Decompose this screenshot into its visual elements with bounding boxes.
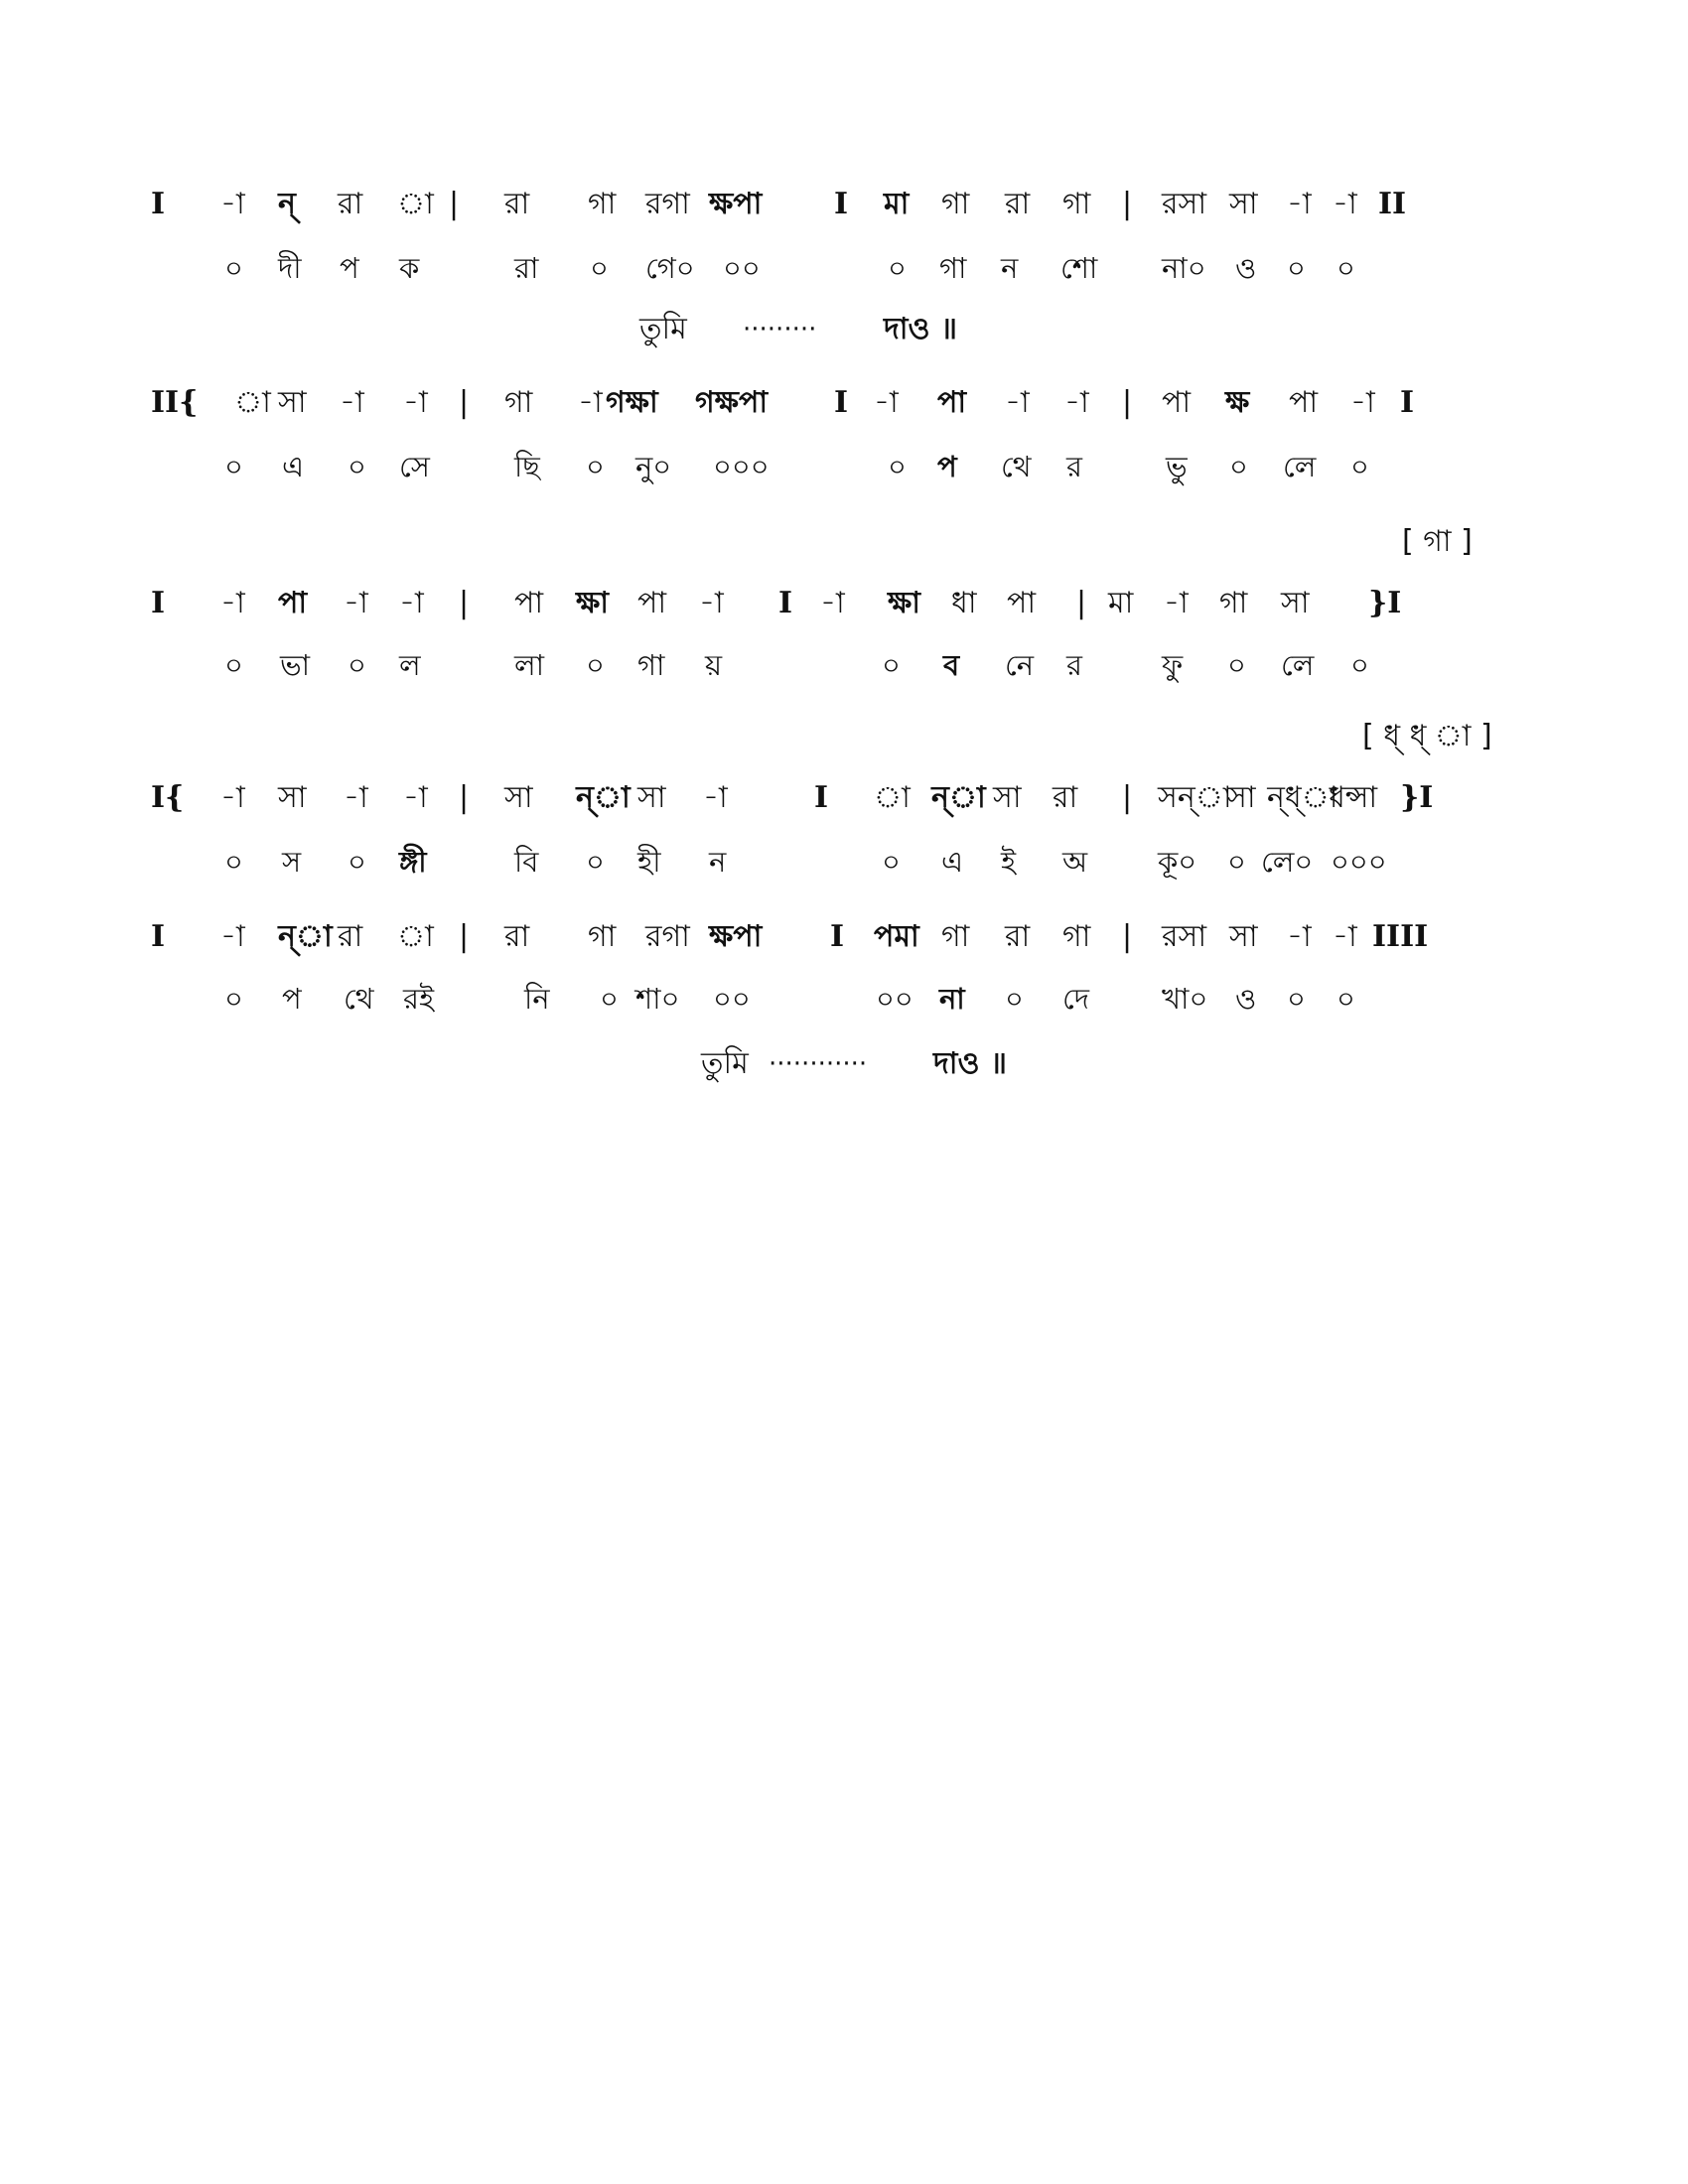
notes-token: রা	[338, 919, 363, 954]
notes-token: }I	[1400, 780, 1434, 815]
lyrics-token: ০	[1005, 982, 1024, 1016]
notes-token: রগা	[645, 187, 690, 221]
notes-token: -া	[1333, 919, 1357, 954]
refrain-line-14	[0, 1044, 1688, 1104]
notes-token: -া	[703, 780, 728, 815]
lyrics-token: কূ০	[1158, 845, 1197, 879]
refrain-token: তুমি	[639, 312, 687, 346]
notes-token: রগা	[645, 919, 690, 954]
notes-token: রা	[1005, 187, 1031, 221]
lyrics-token: ০০	[713, 982, 751, 1016]
notes-token: া	[874, 780, 911, 815]
lyrics-line-5	[0, 447, 1688, 506]
notes-token: |	[1076, 586, 1087, 620]
notes-token: গক্ষা	[606, 385, 658, 420]
notes-token: |	[459, 586, 470, 620]
lyrics-token: ০	[224, 648, 243, 682]
lyrics-token: সে	[399, 450, 430, 483]
notes-token: গা	[941, 187, 970, 221]
lyrics-token: গা	[939, 251, 967, 285]
lyrics-token: র	[1066, 450, 1082, 483]
notes-token: সা	[1227, 780, 1256, 815]
notes-token: পমা	[874, 919, 919, 954]
lyrics-token: ভু	[1166, 450, 1188, 483]
lyrics-token: ০	[1287, 982, 1306, 1016]
notes-token: া	[234, 385, 271, 420]
lyrics-token: ০	[1227, 845, 1246, 879]
lyrics-token: দী	[278, 251, 302, 285]
lyrics-token: ই	[1001, 845, 1017, 879]
notes-token: -া	[699, 586, 724, 620]
notes-token: রা	[338, 187, 363, 221]
lyrics-token: হী	[637, 845, 661, 879]
notes-token: I	[834, 187, 849, 221]
lyrics-token: ও	[1235, 982, 1257, 1016]
lyrics-token: গা	[637, 648, 665, 682]
notes-token: গা	[1062, 919, 1091, 954]
notes-token: -া	[874, 385, 899, 420]
notes-token: ন্	[278, 187, 296, 221]
notes-token: |	[459, 385, 470, 420]
notes-token: I	[151, 919, 166, 954]
notes-token: রসা	[1162, 187, 1207, 221]
notes-token: রা	[504, 187, 530, 221]
notes-token: |	[1122, 187, 1133, 221]
notes-token: ন্া	[576, 780, 631, 815]
notes-token: I	[151, 187, 166, 221]
notes-token: I	[151, 586, 166, 620]
lyrics-token: ০	[1350, 450, 1369, 483]
lyrics-token: ০	[882, 845, 901, 879]
lyrics-token: অ	[1062, 845, 1088, 879]
bracket-token: [ ধ্ ধ্ া ]	[1362, 719, 1492, 753]
notes-token: |	[459, 919, 470, 954]
lyrics-token: ০	[586, 648, 605, 682]
lyrics-token: ক	[399, 251, 420, 285]
notes-token: }I	[1368, 586, 1402, 620]
notes-token: গা	[941, 919, 970, 954]
notes-line-7	[0, 584, 1688, 643]
notes-line-10	[0, 778, 1688, 838]
notes-token: পা	[1289, 385, 1319, 420]
notes-token: ন্ধ্া	[1267, 780, 1338, 815]
lyrics-token: ০	[888, 251, 907, 285]
lyrics-token: ০	[1287, 251, 1306, 285]
notes-token: সা	[278, 780, 307, 815]
notes-token: -া	[220, 780, 245, 815]
notes-token: রা	[1005, 919, 1031, 954]
lyrics-token: বি	[514, 845, 539, 879]
notes-token: পা	[637, 586, 667, 620]
notes-token: পা	[278, 586, 308, 620]
lyrics-token: ০	[590, 251, 609, 285]
lyrics-token: দে	[1062, 982, 1090, 1016]
lyrics-token: না০	[1162, 251, 1206, 285]
notes-token: -া	[403, 385, 428, 420]
lyrics-token: ০	[224, 450, 243, 483]
lyrics-token: ০	[224, 845, 243, 879]
notes-token: -া	[1333, 187, 1357, 221]
lyrics-token: প	[340, 251, 359, 285]
notes-token: গা	[1062, 187, 1091, 221]
notes-line-1	[0, 185, 1688, 244]
notes-token: -া	[220, 586, 245, 620]
notes-token: -া	[403, 780, 428, 815]
notes-token: মা	[884, 187, 910, 221]
notes-token: ক্ষপা	[709, 187, 763, 221]
notes-token: সা	[993, 780, 1022, 815]
lyrics-token: লে	[1281, 648, 1315, 682]
lyrics-token: ০	[348, 845, 366, 879]
notes-token: ক্ষা	[888, 586, 921, 620]
notes-token: IIII	[1372, 919, 1429, 954]
notes-token: -া	[1287, 919, 1312, 954]
lyrics-line-13	[0, 979, 1688, 1038]
notes-token: পা	[514, 586, 544, 620]
lyrics-token: র	[1066, 648, 1082, 682]
lyrics-token: নু০	[635, 450, 672, 483]
lyrics-token: নি	[524, 982, 550, 1016]
lyrics-line-8	[0, 645, 1688, 705]
notes-token: সন্া	[1158, 780, 1232, 815]
lyrics-token: লে০	[1261, 845, 1314, 879]
lyrics-token: ০	[586, 450, 605, 483]
lyrics-token: থে	[344, 982, 374, 1016]
lyrics-token: ০	[882, 648, 901, 682]
lyrics-token: ০	[224, 982, 243, 1016]
notes-token: -া	[220, 187, 245, 221]
lyrics-token: ঙ্গী	[399, 845, 427, 879]
notes-token: ক্ষ	[1225, 385, 1250, 420]
refrain-token: দাও ॥	[933, 1046, 1007, 1081]
notes-token: -া	[399, 586, 424, 620]
lyrics-line-2	[0, 248, 1688, 308]
notes-token: -া	[1064, 385, 1089, 420]
notes-token: ন্া	[278, 919, 333, 954]
lyrics-token: ন	[709, 845, 727, 879]
refrain-line-3	[0, 310, 1688, 369]
notes-token: ধন্সা	[1329, 780, 1378, 815]
notes-token: া	[397, 187, 434, 221]
refrain-token: ············	[769, 1049, 868, 1079]
lyrics-token: ০	[348, 450, 366, 483]
lyrics-token: ০	[586, 845, 605, 879]
notes-token: I	[1400, 385, 1415, 420]
lyrics-token: ০	[1350, 648, 1369, 682]
notes-token: I	[814, 780, 829, 815]
notes-token: -া	[1287, 187, 1312, 221]
bracket-line-6	[0, 522, 1688, 582]
lyrics-token: ল	[399, 648, 421, 682]
notes-token: ধা	[951, 586, 977, 620]
notes-token: ক্ষা	[576, 586, 610, 620]
notes-token: সা	[1281, 586, 1310, 620]
lyrics-token: ০	[1229, 450, 1248, 483]
refrain-token: ·········	[743, 315, 817, 344]
notes-token: I	[834, 385, 849, 420]
lyrics-token: ও	[1235, 251, 1257, 285]
notes-token: সা	[1229, 187, 1258, 221]
notes-token: পা	[937, 385, 967, 420]
notes-token: ন্া	[931, 780, 986, 815]
notes-token: সা	[637, 780, 666, 815]
lyrics-token: লে	[1283, 450, 1317, 483]
notes-token: I	[778, 586, 793, 620]
lyrics-token: ০০	[723, 251, 761, 285]
lyrics-token: ০০০	[1331, 845, 1387, 879]
lyrics-token: ভা	[280, 648, 311, 682]
notes-token: -া	[578, 385, 603, 420]
lyrics-token: ০	[600, 982, 619, 1016]
notes-token: II	[1378, 187, 1407, 221]
notes-token: গক্ষপা	[695, 385, 769, 420]
notes-token: রা	[1053, 780, 1078, 815]
notes-token: রা	[504, 919, 530, 954]
notes-token: পা	[1007, 586, 1037, 620]
lyrics-token: রা	[514, 251, 539, 285]
notes-token: -া	[344, 586, 368, 620]
notes-token: গা	[504, 385, 533, 420]
lyrics-token: থে	[1001, 450, 1032, 483]
notes-token: II{	[151, 385, 199, 420]
notes-token: পা	[1162, 385, 1192, 420]
notes-token: গা	[588, 187, 617, 221]
lyrics-token: শা০	[635, 982, 680, 1016]
notes-token: সা	[1229, 919, 1258, 954]
notes-token: -া	[1005, 385, 1030, 420]
notes-token: I{	[151, 780, 185, 815]
lyrics-token: প	[937, 450, 957, 483]
lyrics-token: স	[282, 845, 302, 879]
lyrics-token: এ	[282, 450, 305, 483]
lyrics-token: ছি	[514, 450, 540, 483]
notes-line-4	[0, 383, 1688, 443]
lyrics-token: গে০	[645, 251, 695, 285]
lyrics-token: ন	[1001, 251, 1019, 285]
lyrics-token: না	[939, 982, 965, 1016]
notes-token: -া	[220, 919, 245, 954]
notes-token: -া	[344, 780, 368, 815]
notes-token: ক্ষপা	[709, 919, 763, 954]
notes-line-12	[0, 917, 1688, 977]
lyrics-token: প	[282, 982, 302, 1016]
lyrics-token: রই	[403, 982, 435, 1016]
notes-token: -া	[820, 586, 845, 620]
lyrics-line-11	[0, 842, 1688, 901]
lyrics-token: ০	[1227, 648, 1246, 682]
notes-token: সা	[504, 780, 533, 815]
lyrics-token: ব	[943, 648, 960, 682]
lyrics-token: খা০	[1162, 982, 1208, 1016]
notes-token: |	[449, 187, 460, 221]
notes-token: |	[1122, 919, 1133, 954]
notes-token: I	[830, 919, 845, 954]
lyrics-token: শো	[1060, 251, 1098, 285]
notes-token: গা	[1219, 586, 1248, 620]
bracket-line-9	[0, 717, 1688, 776]
refrain-token: দাও ॥	[884, 312, 957, 346]
lyrics-token: ০	[224, 251, 243, 285]
lyrics-token: ০০	[876, 982, 914, 1016]
notes-token: া	[397, 919, 434, 954]
notes-token: -া	[1350, 385, 1375, 420]
lyrics-token: ০	[348, 648, 366, 682]
notes-token: গা	[588, 919, 617, 954]
lyrics-token: নে	[1005, 648, 1035, 682]
lyrics-token: য়	[705, 648, 723, 682]
refrain-token: তুমি	[701, 1046, 749, 1081]
lyrics-token: এ	[941, 845, 964, 879]
lyrics-token: ০০০	[713, 450, 770, 483]
notes-token: -া	[340, 385, 364, 420]
lyrics-token: ০	[1336, 251, 1355, 285]
bracket-token: [ গা ]	[1402, 524, 1473, 559]
notes-token: -া	[1164, 586, 1189, 620]
notes-token: |	[459, 780, 470, 815]
notes-token: সা	[278, 385, 307, 420]
lyrics-token: ০	[1336, 982, 1355, 1016]
lyrics-token: ফু	[1162, 648, 1184, 682]
notes-token: মা	[1108, 586, 1134, 620]
notes-token: |	[1122, 385, 1133, 420]
notes-token: রসা	[1162, 919, 1207, 954]
lyrics-token: ০	[888, 450, 907, 483]
notes-token: |	[1122, 780, 1133, 815]
lyrics-token: লা	[514, 648, 545, 682]
